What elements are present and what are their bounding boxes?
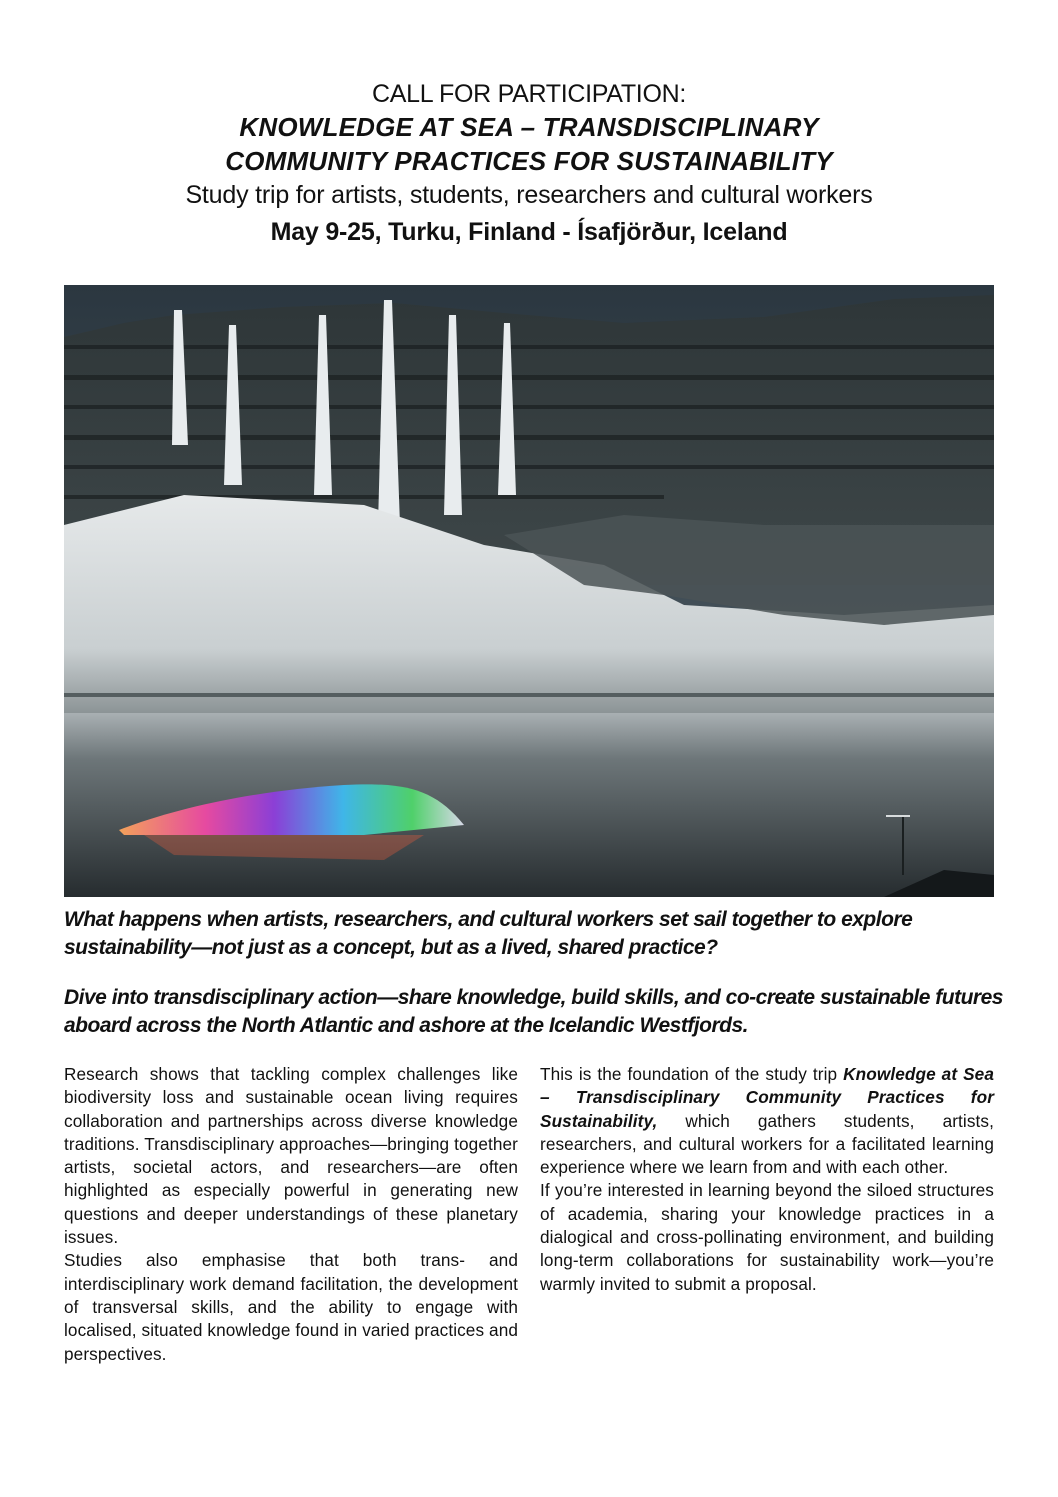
foundation-rest: which gathers students, artists, researchers, and cultural workers for a facilitated learning experience where we learn from and with each other.	[540, 1110, 994, 1178]
lead-invitation: Dive into transdisciplinary action—share knowledge, build skills, and co-create sustainable futures aboard across the North Atlantic and ashore at the Icelandic Westfjords.	[64, 986, 1003, 1037]
body-column-left	[64, 1063, 518, 1366]
body-column-right	[540, 1063, 994, 1296]
trip-title-inline: Knowledge at Sea – Transdisciplinary Community Practices for Sustainability,	[540, 1064, 994, 1131]
subtitle: Study trip for artists, students, researchers and cultural workers	[185, 181, 873, 209]
paragraph-invitation: If you’re interested in learning beyond the siloed structures of academia, sharing your knowledge practices in a dialogical and cross-pollinating environment, and building long-term collaborations for sustainability work—you’re warmly invited to submit a proposal.	[540, 1180, 994, 1294]
paragraph-foundation	[540, 1063, 994, 1179]
paragraph-research: Research shows that tackling complex challenges like biodiversity loss and sustainable ocean living requires collaboration and partnerships across diverse knowledge traditions. Transdisciplinary approaches—bringing together artists, societal actors, and researchers—are often highlighted as especially powerful in generating new questions and deeper understandings of these planetary issues.	[64, 1064, 518, 1248]
title-line-2: COMMUNITY PRACTICES FOR SUSTAINABILITY	[225, 146, 833, 176]
shoreline-road	[64, 693, 994, 697]
dates-location: May 9-25, Turku, Finland - Ísafjörður, Iceland	[270, 218, 788, 246]
fjord-photo-illustration	[64, 285, 994, 897]
foundation-intro: This is the foundation of the study trip	[540, 1064, 844, 1084]
antenna	[902, 815, 904, 875]
header	[0, 78, 1058, 250]
fjord-photo	[64, 285, 994, 897]
lead-question: What happens when artists, researchers, and cultural workers set sail together to explore sustainability—not just as a concept, but as a lived, shared practice?	[64, 908, 913, 959]
title-line-1: KNOWLEDGE AT SEA – TRANSDISCIPLINARY	[239, 112, 819, 142]
call-label: CALL FOR PARTICIPATION:	[372, 80, 686, 108]
antenna-bar	[886, 815, 910, 817]
paragraph-studies: Studies also emphasise that both trans- and interdisciplinary work demand facilitation, the development of transversal skills, and the ability to engage with localised, situated knowledge found in varied practices and perspectives.	[64, 1250, 519, 1364]
